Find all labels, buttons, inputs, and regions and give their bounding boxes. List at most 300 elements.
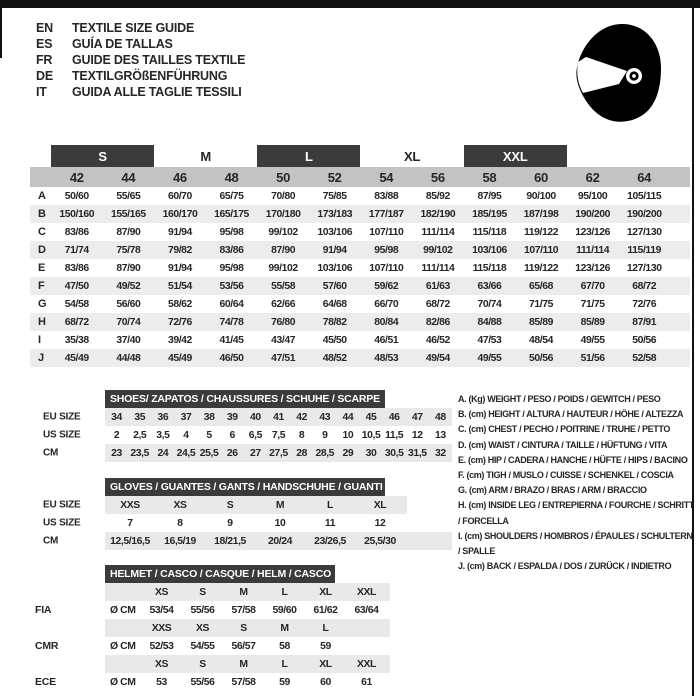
diameter-unit: Ø CM — [110, 676, 136, 688]
helmet-standards — [35, 583, 390, 691]
measurement-value: 123/126 — [575, 226, 610, 238]
measurement-value: 52/58 — [632, 352, 657, 364]
helmet-diameter: 59 — [320, 640, 331, 652]
measurement-value: 127/130 — [626, 262, 662, 274]
measurement-value: 87/90 — [116, 262, 141, 274]
language-line — [36, 84, 245, 100]
shoe-cm-size: 28 — [296, 447, 307, 459]
legend-item: C. (cm) CHEST / PECHO / POITRINE / TRUHE / PETTO — [458, 424, 671, 435]
standard-label: ECE — [35, 676, 56, 688]
measurement-value: 46/50 — [219, 352, 244, 364]
measurement-value: 66/70 — [374, 298, 399, 310]
helmet-size: XL — [319, 658, 332, 670]
shoe-cm-size: 25,5 — [199, 447, 219, 459]
size-number-row — [30, 167, 690, 187]
helmet-sizes-row — [105, 583, 390, 601]
shoe-us-size: 13 — [435, 429, 446, 441]
measurement-value: 50/56 — [632, 334, 657, 346]
glove-cm-size: 25,5/30 — [364, 535, 396, 547]
helmet-diameter: 59 — [279, 676, 290, 688]
measurement-value: 39/42 — [167, 334, 192, 346]
language-code: DE — [36, 69, 53, 83]
row-letter: J — [38, 352, 45, 364]
row-letter: I — [38, 334, 42, 346]
size-group-label: XL — [403, 148, 421, 164]
helmet-diameter: 60 — [320, 676, 331, 688]
measurement-value: 59/62 — [374, 280, 399, 292]
gloves-eu-row — [43, 496, 407, 514]
gloves-section — [43, 478, 452, 550]
measurement-value: 182/190 — [420, 208, 456, 220]
diameter-unit: Ø CM — [110, 604, 136, 616]
shoe-eu-size: 45 — [365, 411, 377, 423]
legend-item: A. (Kg) WEIGHT / PESO / POIDS / GEWITCH / PESO — [458, 394, 661, 404]
measurement-value: 35/38 — [64, 334, 89, 346]
shoe-us-size: 8 — [298, 429, 305, 441]
measurement-value: 87/95 — [477, 190, 502, 202]
helmet-size: M — [280, 622, 289, 634]
glove-eu-size: L — [327, 499, 333, 511]
measurement-value: 54/58 — [64, 298, 89, 310]
measurement-value: 190/200 — [626, 208, 662, 220]
measurement-value: 56/60 — [116, 298, 141, 310]
helmet-size: XL — [319, 586, 332, 598]
gloves-cm-row — [43, 532, 452, 550]
helmet-diameter: 61/62 — [313, 604, 338, 616]
size-group-label: XXL — [464, 145, 567, 167]
measurement-value: 111/114 — [421, 226, 455, 238]
shoe-eu-size: 42 — [296, 411, 307, 423]
measurement-value: 44/48 — [116, 352, 141, 364]
measurement-value: 103/106 — [472, 244, 507, 256]
shoe-eu-size: 39 — [226, 411, 238, 423]
shoes-eu-row — [43, 408, 452, 426]
shoe-us-size: 7,5 — [271, 429, 286, 441]
measurement-value: 50/56 — [529, 352, 554, 364]
measurement-value: 46/52 — [425, 334, 450, 346]
cm-label: CM — [43, 447, 59, 459]
row-letter: E — [38, 262, 46, 274]
measurement-value: 103/106 — [317, 262, 353, 274]
measurement-row — [30, 223, 690, 241]
measurement-value: 49/52 — [116, 280, 141, 292]
measurement-value: 63/66 — [477, 280, 502, 292]
legend-item: B. (cm) HEIGHT / ALTURA / HAUTEUR / HÖHE / ALTEZZA — [458, 409, 684, 420]
glove-cm-size: 20/24 — [267, 535, 292, 547]
helmet-diameter: 58 — [279, 640, 290, 652]
row-letter: H — [38, 316, 46, 328]
measurement-value: 123/126 — [575, 262, 610, 274]
size-group-label: M — [200, 148, 212, 164]
language-code: FR — [36, 53, 53, 67]
helmet-size: S — [199, 658, 206, 670]
measurement-value: 119/122 — [523, 226, 559, 238]
row-letter: A — [38, 190, 46, 202]
shoe-us-size: 10,5 — [361, 429, 381, 441]
measurement-value: 57/60 — [322, 280, 347, 292]
measurement-value: 62/66 — [271, 298, 296, 310]
helmet-section-header: HELMET / CASCO / CASQUE / HELM / CASCO — [105, 565, 335, 583]
shoe-us-size: 2,5 — [133, 429, 147, 441]
shoe-eu-size: 44 — [342, 411, 354, 423]
measurement-value: 190/200 — [575, 208, 610, 220]
helmet-size: XXS — [151, 622, 172, 634]
size-number: 46 — [173, 169, 187, 185]
legend-item: G. (cm) ARM / BRAZO / BRAS / ARM / BRACCIO — [458, 485, 647, 496]
right-border — [692, 0, 694, 696]
measurement-value: 64/68 — [322, 298, 347, 310]
measurement-value: 71/75 — [529, 298, 554, 310]
shoe-cm-size: 27 — [249, 447, 261, 459]
helmet-section — [35, 565, 390, 691]
helmet-diameter: 54/55 — [190, 640, 215, 652]
measurement-value: 84/88 — [477, 316, 502, 328]
measurement-value: 68/72 — [632, 280, 657, 292]
measurement-value: 95/98 — [219, 262, 244, 274]
measurement-row — [30, 241, 690, 259]
language-line — [36, 20, 245, 36]
measurement-value: 47/53 — [477, 334, 502, 346]
eu-size-label: EU SIZE — [43, 411, 81, 423]
size-group-label: L — [257, 145, 360, 167]
measurement-value: 68/72 — [64, 316, 89, 328]
measurement-value: 47/51 — [271, 352, 296, 364]
cm-label: CM — [43, 535, 59, 547]
shoe-eu-size: 43 — [319, 411, 331, 423]
shoe-cm-size: 30,5 — [384, 447, 404, 459]
measurement-value: 119/122 — [523, 262, 559, 274]
helmet-size: L — [281, 658, 288, 670]
measurement-value: 41/45 — [219, 334, 244, 346]
measurement-value: 48/53 — [374, 352, 399, 364]
measurement-row — [30, 187, 690, 205]
glove-eu-size: S — [226, 499, 234, 511]
helmet-diameter: 55/56 — [190, 676, 215, 688]
measurement-value: 55/65 — [116, 190, 141, 202]
size-group-row — [30, 145, 690, 167]
size-number: 64 — [637, 169, 652, 185]
measurement-value: 79/82 — [167, 244, 192, 256]
standard-label: FIA — [35, 604, 52, 616]
shoe-cm-size: 32 — [435, 447, 446, 459]
measurement-value: 87/90 — [271, 244, 296, 256]
measurement-value: 55/58 — [271, 280, 296, 292]
glove-cm-size: 23/26,5 — [314, 535, 346, 547]
measurement-legend — [458, 392, 696, 574]
helmet-size: XS — [195, 622, 210, 634]
measurement-value: 72/76 — [632, 298, 657, 310]
helmet-diameter: 53 — [156, 676, 167, 688]
measurement-value: 46/51 — [374, 334, 399, 346]
size-number: 48 — [224, 169, 239, 185]
measurement-value: 87/90 — [116, 226, 141, 238]
helmet-size: L — [322, 622, 329, 634]
diameter-unit: Ø CM — [110, 640, 136, 652]
measurement-value: 53/56 — [219, 280, 244, 292]
size-number: 58 — [482, 169, 497, 185]
glove-eu-size: M — [275, 499, 285, 511]
measurement-value: 50/60 — [64, 190, 89, 202]
measurement-value: 127/130 — [626, 226, 662, 238]
measurement-value: 83/88 — [374, 190, 399, 202]
measurement-row — [30, 295, 690, 313]
measurement-value: 85/89 — [580, 316, 605, 328]
measurement-value: 37/40 — [116, 334, 141, 346]
measurement-value: 70/74 — [477, 298, 502, 310]
measurement-value: 68/72 — [425, 298, 450, 310]
helmet-values-row — [35, 673, 390, 691]
measurement-value: 71/74 — [64, 244, 89, 256]
top-border — [0, 0, 700, 8]
shoe-cm-size: 23,5 — [130, 447, 149, 459]
shoe-eu-size: 35 — [134, 411, 146, 423]
measurement-value: 91/94 — [322, 244, 347, 256]
helmet-diameter: 52/53 — [149, 640, 174, 652]
measurement-row — [30, 349, 690, 367]
helmet-standard-block — [35, 655, 390, 691]
measurement-value: 160/170 — [162, 208, 198, 220]
helmet-size: L — [281, 586, 288, 598]
measurement-value: 90/100 — [526, 190, 556, 202]
helmet-values-row — [35, 601, 390, 619]
shoe-eu-size: 37 — [180, 411, 192, 423]
language-code: ES — [36, 37, 53, 51]
helmet-sizes-row — [105, 655, 390, 673]
measurement-value: 107/110 — [369, 226, 404, 238]
shoe-us-size: 12 — [411, 429, 423, 441]
measurement-value: 115/119 — [627, 244, 661, 256]
measurement-value: 150/160 — [59, 208, 95, 220]
language-title: GUÍA DE TALLAS — [72, 37, 173, 51]
glove-cm-size: 16,5/19 — [164, 535, 196, 547]
helmet-diameter: 61 — [361, 676, 372, 688]
helmet-size: XS — [154, 658, 169, 670]
measurement-value: 85/92 — [425, 190, 450, 202]
size-number: 42 — [69, 169, 84, 185]
language-code: EN — [36, 21, 53, 35]
language-header — [36, 20, 245, 100]
helmet-values-row — [35, 637, 390, 655]
measurement-value: 75/78 — [116, 244, 141, 256]
measurement-value: 83/86 — [219, 244, 244, 256]
shoe-us-size: 2 — [113, 429, 120, 441]
measurement-value: 72/76 — [167, 316, 192, 328]
measurement-value: 60/64 — [219, 298, 244, 310]
helmet-size: XXL — [356, 658, 376, 670]
helmet-size: S — [199, 586, 206, 598]
legend-item: H. (cm) INSIDE LEG / ENTREPIERNA / FOURCHE / SCHRITT / FORCELLA — [458, 500, 694, 526]
measurement-value: 99/102 — [423, 244, 453, 256]
measurement-value: 49/55 — [580, 334, 605, 346]
helmet-size: M — [239, 586, 248, 598]
shoe-cm-size: 31,5 — [407, 447, 427, 459]
measurement-value: 80/84 — [374, 316, 399, 328]
measurement-value: 60/70 — [167, 190, 192, 202]
measurement-value: 83/86 — [64, 226, 89, 238]
size-number: 52 — [327, 169, 342, 185]
language-title: GUIDE DES TAILLES TEXTILE — [72, 53, 246, 67]
measurement-value: 45/49 — [64, 352, 89, 364]
legend-item: E. (cm) HIP / CADERA / HANCHE / HÜFTE / HIPS / BACINO — [458, 454, 688, 465]
legend-item: I. (cm) SHOULDERS / HOMBROS / ÉPAULES / SCHULTERN / SPALLE — [458, 530, 693, 557]
gloves-section-header: GLOVES / GUANTES / GANTS / HANDSCHUHE / GUANTI — [105, 478, 385, 496]
measurement-value: 99/102 — [268, 226, 298, 238]
standard-label: CMR — [35, 640, 59, 652]
shoes-section-header: SHOES/ ZAPATOS / CHAUSSURES / SCHUHE / SCARPE — [105, 390, 385, 408]
measurement-value: 47/50 — [64, 280, 89, 292]
measurement-value: 185/195 — [472, 208, 507, 220]
helmet-diameter: 59/60 — [272, 604, 297, 616]
glove-eu-size: XXS — [120, 499, 140, 511]
shoe-eu-size: 47 — [411, 411, 423, 423]
measurement-value: 51/56 — [580, 352, 605, 364]
language-line — [36, 52, 245, 68]
shoe-eu-size: 34 — [111, 411, 122, 423]
measurement-value: 65/75 — [219, 190, 244, 202]
shoe-eu-size: 48 — [435, 411, 446, 423]
shoes-section — [43, 390, 452, 462]
measurement-value: 75/85 — [322, 190, 347, 202]
measurement-value: 155/165 — [110, 208, 146, 220]
shoes-us-row — [43, 426, 452, 444]
measurement-value: 95/98 — [374, 244, 399, 256]
textile-size-table — [30, 145, 690, 367]
size-number: 62 — [585, 169, 600, 185]
measurement-value: 48/52 — [322, 352, 347, 364]
measurement-value: 74/78 — [219, 316, 244, 328]
measurement-value: 65/68 — [529, 280, 554, 292]
legend-item: J. (cm) BACK / ESPALDA / DOS / ZURÜCK / INDIETRO — [458, 561, 672, 572]
size-number: 50 — [276, 169, 291, 185]
shoe-eu-size: 46 — [388, 411, 400, 423]
glove-cm-size: 12,5/16,5 — [110, 535, 150, 547]
measurement-value: 99/102 — [268, 262, 298, 274]
language-title: TEXTILE SIZE GUIDE — [72, 21, 195, 35]
measurement-value: 103/106 — [317, 226, 353, 238]
measurement-value: 165/175 — [214, 208, 249, 220]
measurement-value: 82/86 — [425, 316, 450, 328]
size-number: 60 — [534, 169, 548, 185]
measurement-value: 78/82 — [322, 316, 347, 328]
shoe-cm-size: 24,5 — [176, 447, 196, 459]
measurement-value: 177/187 — [368, 208, 404, 220]
helmet-standard-block — [35, 619, 390, 655]
measurement-value: 115/118 — [472, 262, 507, 274]
glove-us-size: 8 — [177, 517, 183, 529]
measurement-rows — [30, 187, 690, 367]
measurement-value: 85/89 — [529, 316, 554, 328]
helmet-diameter: 57/58 — [231, 604, 256, 616]
shoe-cm-size: 24 — [157, 447, 169, 459]
measurement-value: 45/50 — [322, 334, 347, 346]
us-size-label: US SIZE — [43, 517, 81, 529]
glove-us-size: 9 — [227, 517, 233, 529]
shoe-cm-size: 23 — [111, 447, 122, 459]
shoe-cm-size: 27,5 — [269, 447, 288, 459]
shoe-eu-size: 40 — [249, 411, 261, 423]
glove-cm-size: 18/21,5 — [214, 535, 246, 547]
us-size-label: US SIZE — [43, 429, 81, 441]
legend-item: D. (cm) WAIST / CINTURA / TAILLE / HÜFTUNG / VITA — [458, 439, 668, 450]
shoe-us-size: 6 — [229, 429, 235, 441]
measurement-row — [30, 205, 690, 223]
measurement-value: 115/118 — [472, 226, 507, 238]
shoe-eu-size: 36 — [157, 411, 169, 423]
glove-us-size: 12 — [374, 517, 386, 529]
helmet-standard-block — [35, 583, 390, 619]
size-number: 56 — [430, 169, 445, 185]
shoe-cm-size: 26 — [226, 447, 238, 459]
language-line — [36, 36, 245, 52]
language-code: IT — [36, 85, 47, 99]
measurement-value: 70/80 — [271, 190, 296, 202]
measurement-row — [30, 331, 690, 349]
shoes-cm-row — [43, 444, 452, 462]
eu-size-label: EU SIZE — [43, 499, 81, 511]
measurement-value: 87/91 — [632, 316, 657, 328]
measurement-value: 61/63 — [425, 280, 450, 292]
helmet-diameter: 63/64 — [354, 604, 379, 616]
helmet-size: M — [239, 658, 248, 670]
measurement-value: 45/49 — [167, 352, 192, 364]
row-letter: G — [38, 298, 47, 310]
shoe-us-size: 4 — [183, 429, 189, 441]
measurement-value: 91/94 — [167, 262, 192, 274]
gloves-us-row — [43, 514, 407, 532]
shoe-us-size: 9 — [322, 429, 328, 441]
measurement-value: 95/100 — [577, 190, 608, 202]
shoe-us-size: 3,5 — [156, 429, 170, 441]
language-line — [36, 68, 245, 84]
measurement-value: 48/54 — [529, 334, 554, 346]
shoe-cm-size: 30 — [365, 447, 377, 459]
language-title: TEXTILGRÖßENFÜHRUNG — [72, 69, 228, 83]
measurement-value: 111/114 — [421, 262, 455, 274]
measurement-value: 187/198 — [523, 208, 559, 220]
measurement-value: 91/94 — [167, 226, 192, 238]
measurement-value: 105/115 — [627, 190, 662, 202]
measurement-value: 51/54 — [167, 280, 192, 292]
glove-us-size: 10 — [274, 517, 286, 529]
measurement-row — [30, 313, 690, 331]
helmet-size: XS — [154, 586, 169, 598]
helmet-sizes-row — [105, 619, 390, 637]
measurement-value: 70/74 — [116, 316, 141, 328]
measurement-value: 58/62 — [167, 298, 192, 310]
helmet-diameter: 55/56 — [190, 604, 215, 616]
language-title: GUIDA ALLE TAGLIE TESSILI — [72, 85, 242, 99]
shoe-cm-size: 29 — [342, 447, 354, 459]
helmet-size: XXL — [356, 586, 376, 598]
measurement-value: 76/80 — [271, 316, 296, 328]
measurement-value: 83/86 — [64, 262, 89, 274]
glove-us-size: 11 — [324, 517, 336, 529]
row-letter: C — [38, 226, 46, 238]
size-number: 44 — [121, 169, 136, 185]
measurement-value: 95/98 — [219, 226, 244, 238]
shoe-us-size: 10 — [342, 429, 354, 441]
size-group-label: S — [51, 145, 154, 167]
helmet-diameter: 53/54 — [149, 604, 174, 616]
measurement-value: 67/70 — [580, 280, 605, 292]
glove-eu-size: XS — [173, 499, 187, 511]
size-number: 54 — [379, 169, 394, 185]
helmet-diameter: 57/58 — [231, 676, 256, 688]
helmet-size: S — [240, 622, 247, 634]
shoe-us-size: 6,5 — [248, 429, 262, 441]
measurement-value: 49/54 — [425, 352, 450, 364]
measurement-row — [30, 277, 690, 295]
